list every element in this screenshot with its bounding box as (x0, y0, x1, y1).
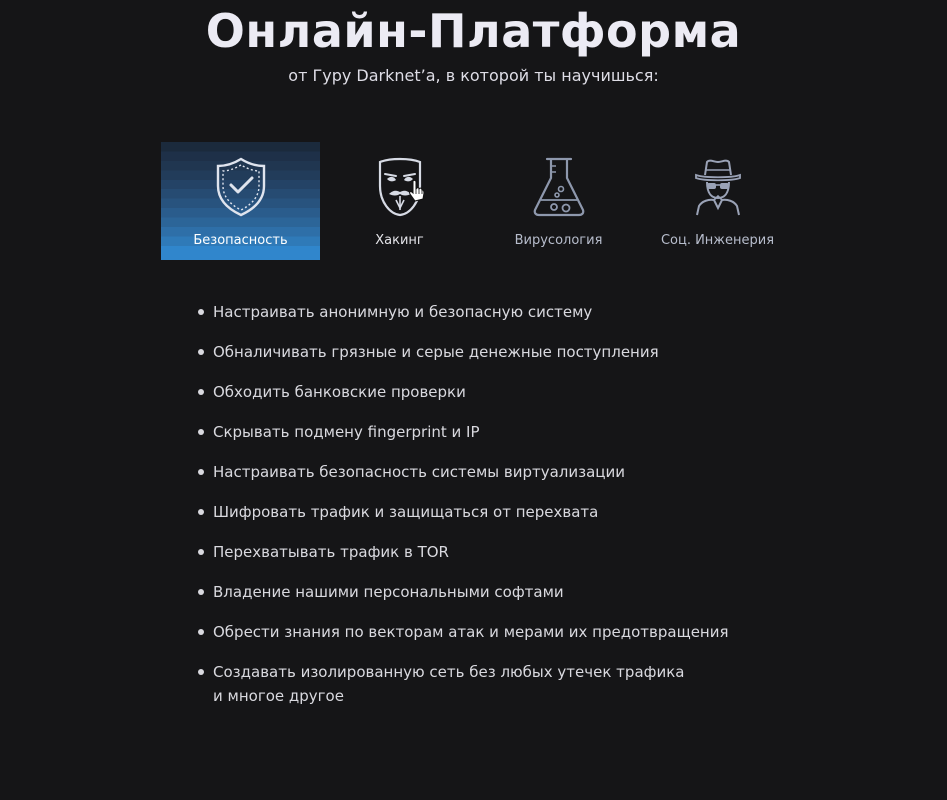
topic-tabs (161, 142, 797, 260)
page-subtitle: от Гуру Darknet’a, в которой ты научишься: (288, 66, 659, 85)
bullet-icon (198, 349, 204, 355)
list-item (196, 620, 816, 644)
tab-hacking[interactable] (320, 142, 479, 260)
tab-virology[interactable] (479, 142, 638, 260)
tab-social-engineering[interactable] (638, 142, 797, 260)
bullet-icon (198, 629, 204, 635)
list-item (196, 460, 816, 484)
list-item (196, 380, 816, 404)
feature-text-continuation: и многое другое (213, 687, 344, 705)
tab-label: Безопасность (193, 233, 288, 248)
feature-list (196, 300, 816, 724)
feature-text: Обналичивать грязные и серые денежные поступления (213, 343, 659, 361)
bullet-icon (198, 669, 204, 675)
feature-text: Обрести знания по векторам атак и мерами их предотвращения (213, 623, 729, 641)
tab-label: Вирусология (514, 233, 603, 248)
bullet-icon (198, 389, 204, 395)
bullet-icon (198, 509, 204, 515)
list-item (196, 660, 816, 708)
bullet-icon (198, 429, 204, 435)
page-title: Онлайн-Платформа (205, 4, 742, 58)
tab-security[interactable] (161, 142, 320, 260)
hand-cursor-icon (408, 180, 424, 202)
bullet-icon (198, 309, 204, 315)
list-item (196, 340, 816, 364)
list-item (196, 420, 816, 444)
flask-icon (479, 156, 638, 218)
feature-text: Настраивать анонимную и безопасную систему (213, 303, 593, 321)
list-item (196, 300, 816, 324)
feature-text: Владение нашими персональными софтами (213, 583, 564, 601)
list-item (196, 540, 816, 564)
bullet-icon (198, 549, 204, 555)
list-item (196, 580, 816, 604)
feature-text: Скрывать подмену fingerprint и IP (213, 423, 480, 441)
tab-label: Соц. Инженерия (660, 233, 775, 248)
tab-label: Хакинг (375, 233, 424, 248)
shield-check-icon (161, 156, 320, 218)
anonymous-mask-icon (320, 156, 479, 218)
bullet-icon (198, 589, 204, 595)
feature-text: Настраивать безопасность системы виртуализации (213, 463, 626, 481)
feature-text: Обходить банковские проверки (213, 383, 466, 401)
list-item (196, 500, 816, 524)
feature-text: Перехватывать трафик в TOR (213, 543, 449, 561)
feature-text: Создавать изолированную сеть без любых утечек трафика (213, 663, 685, 681)
feature-text: Шифровать трафик и защищаться от перехвата (213, 503, 599, 521)
spy-icon (638, 156, 797, 218)
bullet-icon (198, 469, 204, 475)
